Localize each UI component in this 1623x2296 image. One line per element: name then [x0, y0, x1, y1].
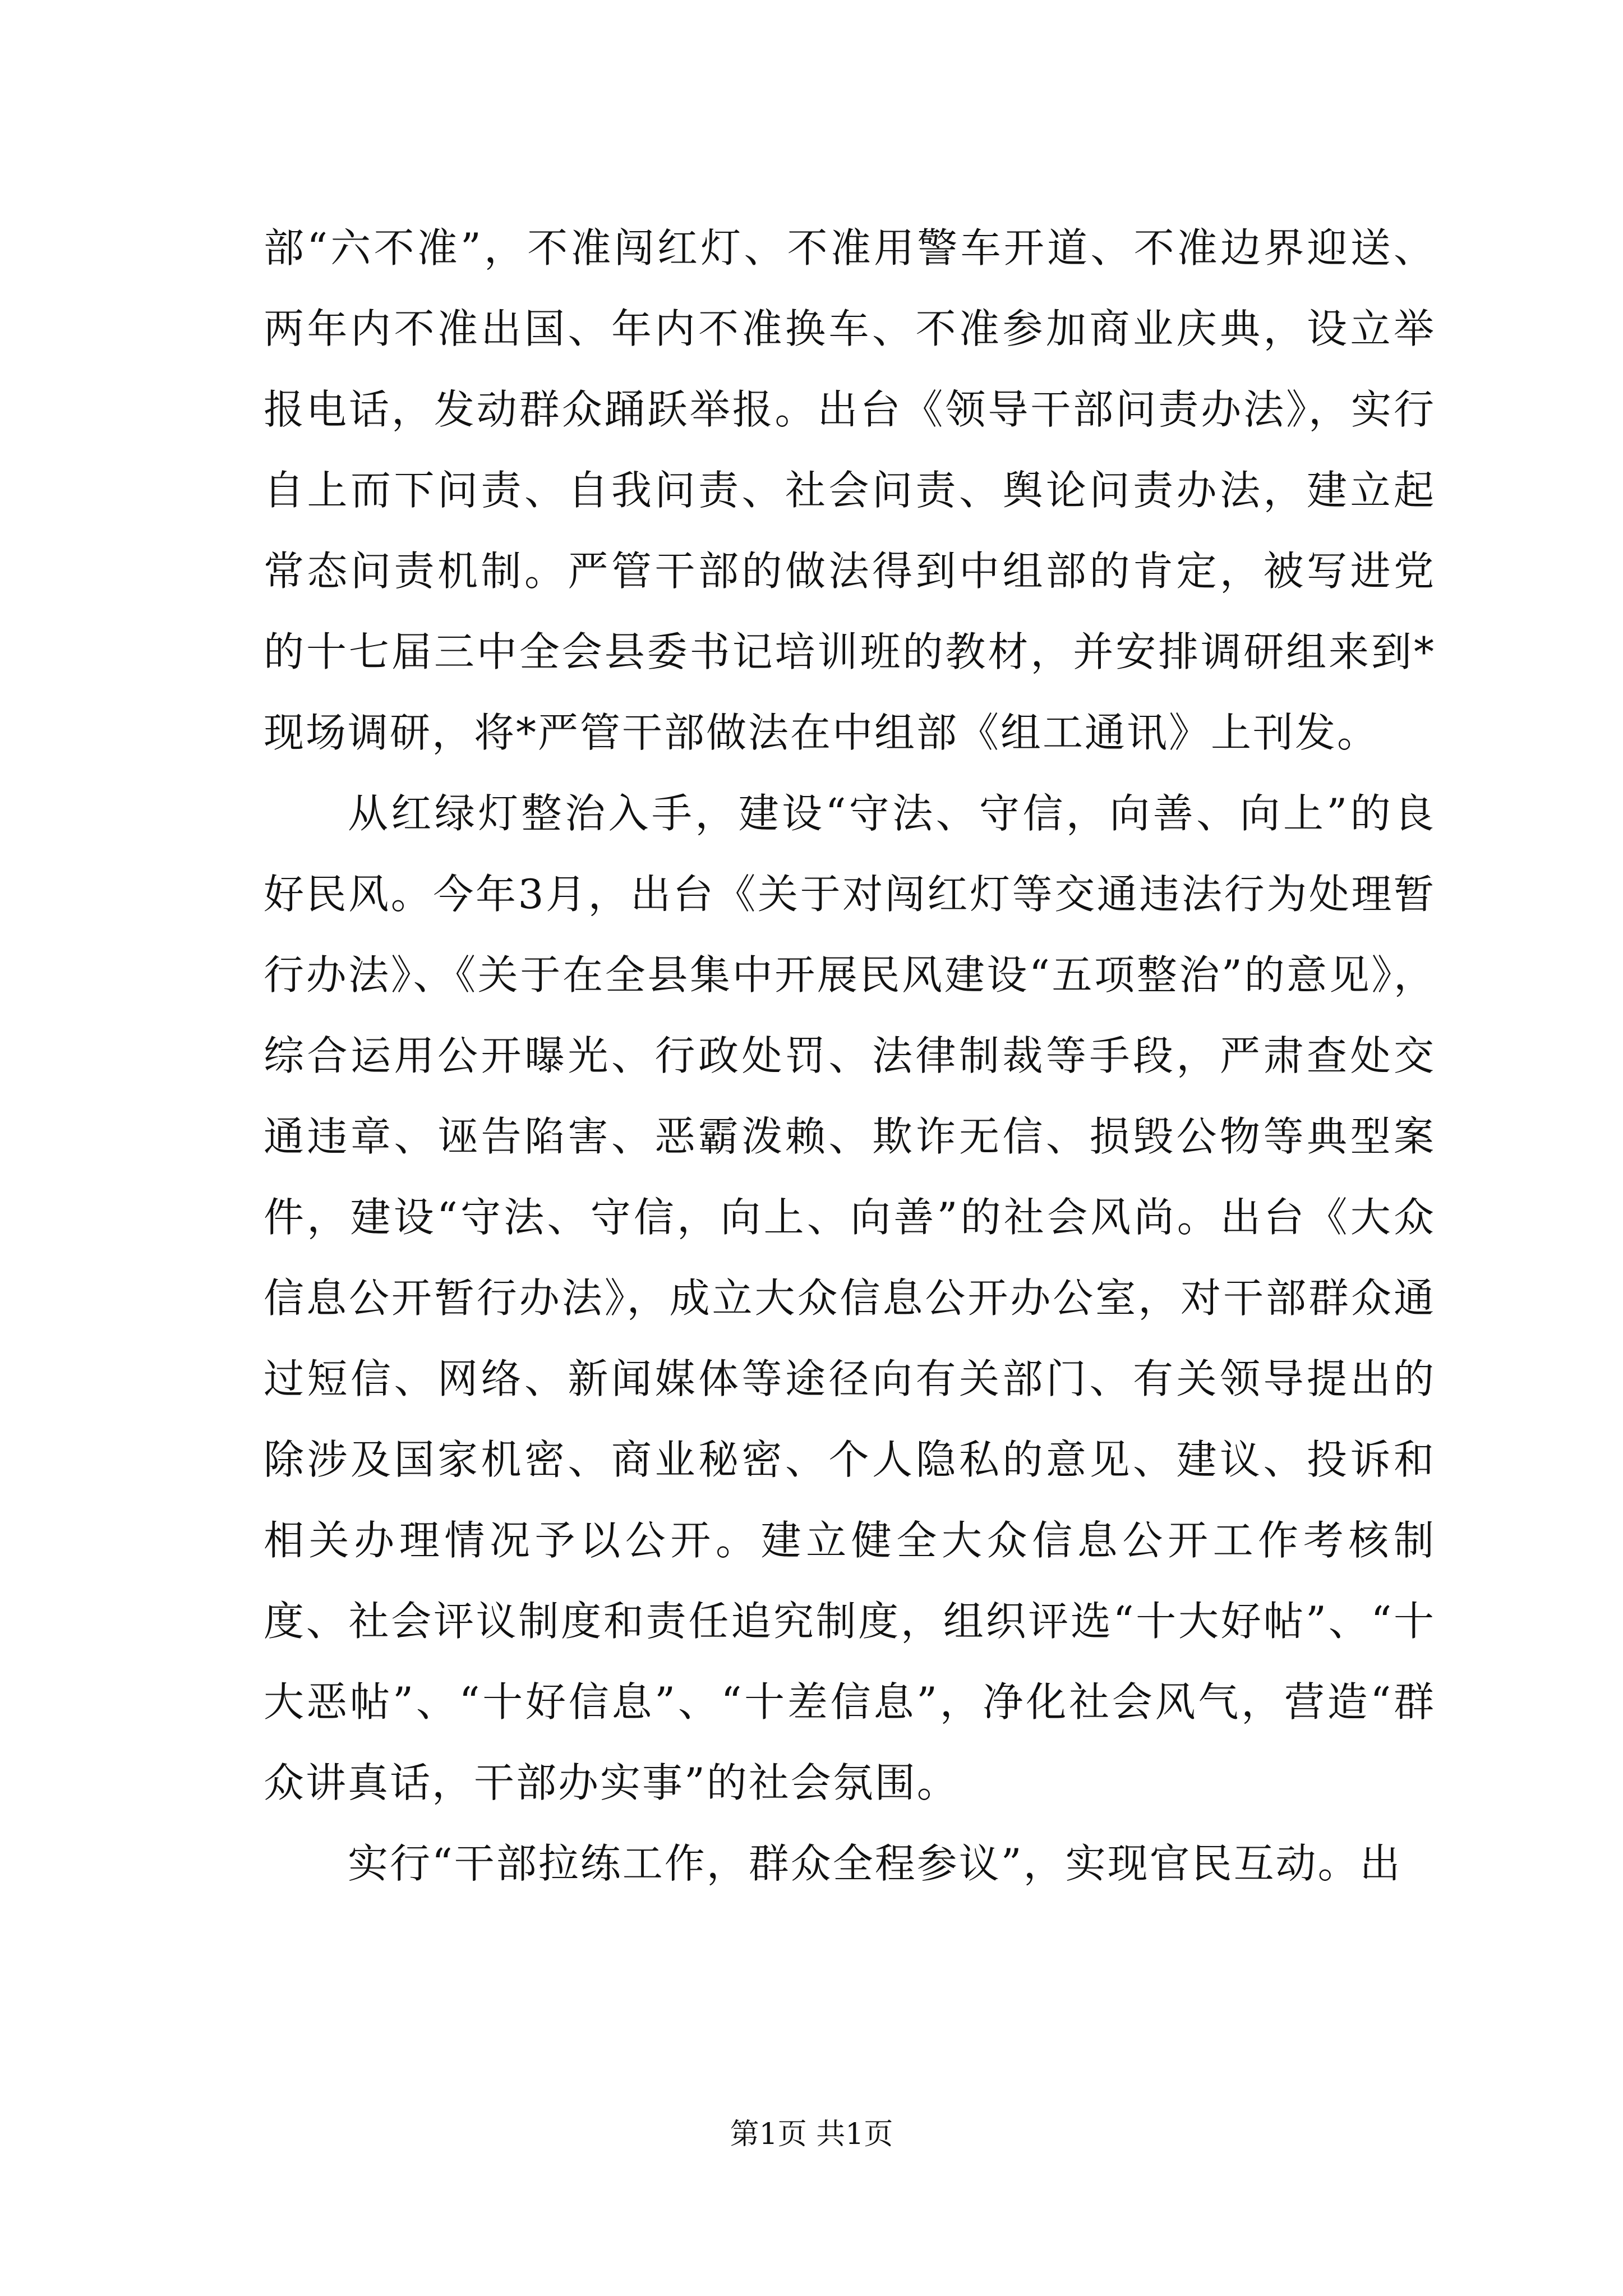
page-footer: 第1页 共1页	[730, 2118, 893, 2151]
paragraph-official-citizen-interaction: 实行“干部拉练工作，群众全程参议”，实现官民互动。出	[348, 1840, 1402, 1887]
document-body	[264, 208, 1436, 1904]
paragraph-traffic-rectification: 从红绿灯整治入手，建设“守法、守信，向善、向上”的良好民风。今年3月，出台《关于对闯红灯等交通违法行为处理暂行办法》、《关于在全县集中开展民风建设“五项整治”的意见》，综合运用公开曝光、行政处罚、法律制裁等手段，严肃查处交通违章、诬告陷害、恶霸泼赖、欺诈无信、损毁公物等典型案件，建设“守法、守信，向上、向善”的社会风尚。出台《大众信息公开暂行办法》，成立大众信息公开办公室，对干部群众通过短信、网络、新闻媒体等途径向有关部门、有关领导提出的除涉及国家机密、商业秘密、个人隐私的意见、建议、投诉和相关办理情况予以公开。建立健全大众信息公开工作考核制度、社会评议制度和责任追究制度，组织评选“十大好帖”、“十大恶帖”、“十好信息”、“十差信息”，净化社会风气，营造“群众讲真话，干部办实事”的社会氛围。	[264, 790, 1436, 1806]
paragraph-continuation: 部“六不准”，不准闯红灯、不准用警车开道、不准边界迎送、两年内不准出国、年内不准换车、不准参加商业庆典，设立举报电话，发动群众踊跃举报。出台《领导干部问责办法》，实行自上而下问责、自我问责、社会问责、舆论问责办法，建立起常态问责机制。严管干部的做法得到中组部的肯定，被写进党的十七届三中全会县委书记培训班的教材，并安排调研组来到*现场调研，将*严管干部做法在中组部《组工通讯》上刊发。	[264, 224, 1436, 756]
